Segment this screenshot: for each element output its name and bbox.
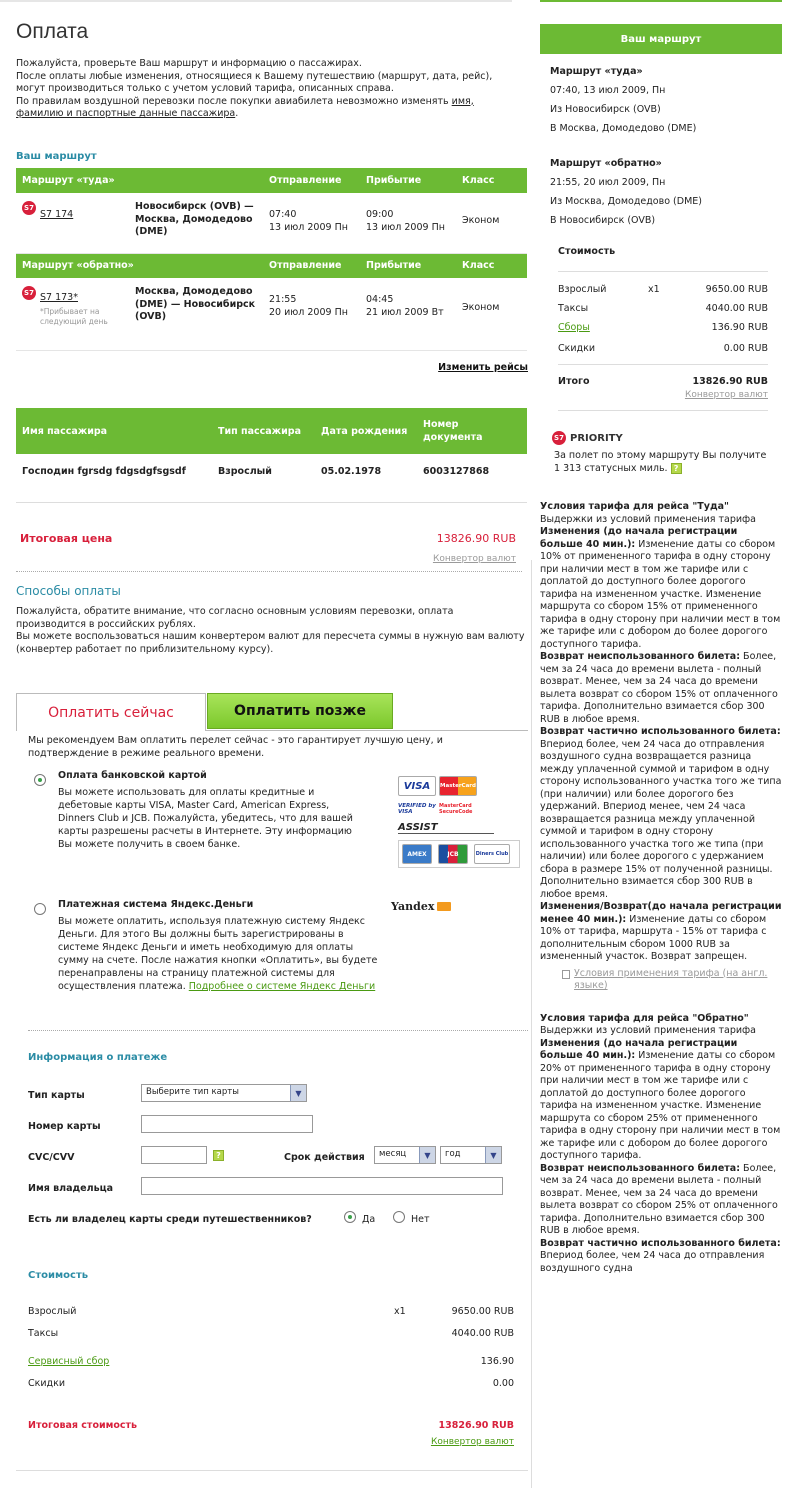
mastercard-logo-icon: MasterCard (439, 776, 477, 796)
route-out-row: S7 S7 174 Новосибирск (OVB) — Москва, Домодедово (DME) 07:40 13 июл 2009 Пн 09:00 13 июл 2009 Пн Эконом (16, 193, 527, 253)
chevron-down-icon: ▼ (290, 1085, 306, 1101)
route-back-row: S7 S7 173* *Прибывает на следующий день Москва, Домодедово (DME) — Новосибирск (OVB) 21:55 20 июл 2009 Пн 04:45 21 июл 2009 Вт Эконом (16, 278, 527, 350)
card-payment-option: Оплата банковской картой Вы можете использовать для оплаты кредитные и дебетовые карты VISA, Master Card, American Express, Dinners Club и JCB. Пожалуйста, убедитесь, что для вашей карты разрешены расчеты в Интернете. Эту информацию Вы можете получить в своем банке. (58, 770, 353, 850)
sidebar (540, 0, 782, 1275)
cost-title: Стоимость (28, 1270, 89, 1281)
route-back-header: Маршрут «обратно» Отправление Прибытие Класс (16, 253, 527, 278)
yandex-wallet-icon (437, 902, 451, 911)
change-flights-link[interactable]: Изменить рейсы (438, 362, 528, 373)
route-table (16, 168, 527, 351)
top-divider (0, 0, 512, 2)
cost-row-taxes: Таксы 4040.00 RUB (28, 1327, 514, 1339)
yandex-logo-text: Yandex (391, 900, 435, 913)
diners-club-logo-icon: Diners Club (474, 844, 510, 864)
holder-traveler-no-radio[interactable] (393, 1211, 405, 1223)
flight-class: Эконом (456, 278, 527, 350)
bottom-divider (16, 1470, 528, 1471)
holder-name-input[interactable] (141, 1177, 503, 1195)
payment-tabs (16, 693, 528, 731)
priority-help-icon[interactable]: ? (671, 463, 682, 474)
sidebar-cost-fees: Сборы 136.90 RUB (558, 322, 768, 333)
sidebar-header: Ваш маршрут (540, 24, 782, 54)
card-type-label: Тип карты (28, 1090, 85, 1101)
priority-block: S7 PRIORITY За полет по этому маршруту Вы получите 1 313 статусных миль. ? (554, 432, 767, 474)
card-number-label: Номер карты (28, 1121, 101, 1132)
sidebar-cost-total: Итого 13826.90 RUB (558, 375, 768, 387)
holder-name-label: Имя владельца (28, 1183, 114, 1194)
passengers-table (16, 408, 527, 503)
visa-logo-icon: VISA (398, 776, 436, 796)
route-out-header: Маршрут «туда» Отправление Прибытие Класс (16, 168, 527, 193)
holder-traveler-yes-radio[interactable] (344, 1211, 356, 1223)
payment-info-divider (28, 1030, 528, 1031)
card-payment-radio[interactable] (34, 774, 46, 786)
jcb-logo-icon: JCB (438, 844, 468, 864)
assist-logo-icon: ASSIST (398, 822, 438, 833)
document-icon (562, 970, 570, 979)
payment-methods-title: Способы оплаты (16, 584, 121, 598)
card-number-input[interactable] (141, 1115, 313, 1133)
chevron-down-icon: ▼ (485, 1147, 501, 1163)
s7-priority-logo-icon: S7 (552, 431, 566, 445)
sidebar-fees-link[interactable]: Сборы (558, 322, 590, 333)
cost-row-total: Итоговая стоимость 13826.90 RUB (28, 1419, 514, 1431)
priority-brand: PRIORITY (570, 432, 623, 444)
tariff-out-conditions: Условия тарифа для рейса "Туда" Выдержки из условий применения тарифа Изменения (до начала регистрации больше 40 мин.): Изменение даты со сбором 10% от примененного тарифа в одну сторону при наличии мест в том же тарифе или с доплатой до доступного более дорогого тарифа на измененном участке. Изменение маршрута со сбором 15% от примененного тарифа в одну сторону при наличии мест в том же тарифе или с добором до более дорогого доступного тарифа. Возврат неиспользованного билета: Более, чем за 24 часа до времени вылета - полный возврат. Менее, чем за 24 часа до времени вылета возврат со сбором 15% от оплаченного тарифа. Дополнительно взимается сбор 300 RUB в любое время. Возврат частично использованного билета: Впериод более, чем 24 часа до отправления воздушного судна возвращается разница между уплаченной суммой и тарифом в одну сторону использованного участка того же типа (при наличии) или более дорогого без удержаний. Впериод менее, чем 24 часа возвращается разница между уплаченной суммой и тарифом в одну сторону использованного участка того же типа (при наличии) или более дорогого с удержанием сбора в размере 15% от полученной разницы. Дополнительно взимается сбор 300 RUB в любое время. Изменения/Возврат(до начала регистрации менее 40 мин.): Изменение даты со сбором 10% от тарифа, маршрута - 15% от тарифа с дополнительным сбором 1000 RUB за измененный участок. Возврат запрещен. Условия применения тарифа (на англ. языке) (540, 501, 782, 991)
amex-logo-icon: AMEX (402, 844, 432, 864)
cost-breakdown (28, 1300, 514, 1447)
expiry-year-select[interactable]: год ▼ (440, 1146, 502, 1164)
passengers-header: Имя пассажира Тип пассажира Дата рождения Номер документа (16, 408, 527, 454)
flight-number-link[interactable]: S7 174 (40, 209, 74, 220)
payment-methods-text: Пожалуйста, обратите внимание, что согласно основным условиям перевозки, оплата производится в российских рублях. Вы можете воспользоваться нашим конвертером валют для пересчета суммы в нужную вам валюту (конвертер работает по приблизительному курсу). (16, 606, 525, 655)
name-change-rules-link[interactable]: имя, фамилию и паспортные данные пассажира (16, 95, 474, 119)
cost-row-discount: Скидки 0.00 (28, 1377, 514, 1389)
flight-route: Новосибирск (OVB) — Москва, Домодедово (DME) (129, 193, 263, 253)
service-fee-link[interactable]: Сервисный сбор (28, 1355, 110, 1367)
sidebar-divider (531, 560, 532, 1488)
intro-text: Пожалуйста, проверьте Ваш маршрут и информацию о пассажирах. После оплаты любые изменения, относящиеся к Вашему путешествию (маршрут, дата, рейс), могут производиться только с учетом условий тарифа, описанных справа. По правилам воздушной перевозки после покупки авиабилета невозможно изменять имя, фамилию и паспортные данные пассажира. (16, 58, 493, 119)
passenger-row: Господин fgrsdg fdgsdgfsgsdf Взрослый 05.02.1978 6003127868 (16, 454, 527, 502)
tab-pay-now[interactable]: Оплатить сейчас (16, 693, 206, 731)
tariff-rules-link[interactable]: Условия применения тарифа (на англ. языке) (574, 967, 768, 991)
cost-row-service: Сервисный сбор 136.90 (28, 1355, 514, 1367)
chevron-down-icon: ▼ (419, 1147, 435, 1163)
s7-logo-icon: S7 (22, 286, 36, 300)
cost-converter-link[interactable]: Конвертор валют (430, 1437, 514, 1447)
flight-class: Эконом (456, 193, 527, 253)
sidebar-cost: Стоимость Взрослый x1 9650.00 RUB Таксы 4040.00 RUB Сборы 136.90 RUB Скидки 0.00 RUB Итого 13826.90 RUB Конвертор валют (558, 246, 768, 411)
sidebar-cost-adult: Взрослый x1 9650.00 RUB (558, 284, 768, 295)
verified-by-visa-logo-icon: VERIFIED by VISA (398, 803, 436, 815)
tab-pay-later[interactable]: Оплатить позже (207, 693, 393, 729)
securecode-logo-icon: MasterCard SecureCode (439, 803, 473, 815)
yandex-payment-option: Платежная система Яндекс.Деньги Вы можете оплатить, используя платежную систему Яндекс Деньги. Для этого Вы должны быть зарегистрированы в системе Яндекс Деньги и иметь необходимую для оплаты сумму на счете. После нажатия кнопки «Оплатить», вы будете перенаправлены на страницу платежной системы для осуществления платежа. Подробнее о системе Яндекс Деньги (58, 899, 378, 992)
cost-row-adult: Взрослый x1 9650.00 RUB (28, 1305, 514, 1317)
payment-info-title: Информация о платеже (28, 1052, 168, 1063)
flight-number-link[interactable]: S7 173* (40, 292, 78, 303)
page-title: Оплата (16, 20, 89, 43)
sidebar-cost-discount: Скидки 0.00 RUB (558, 337, 768, 365)
total-price-label: Итоговая цена (20, 532, 113, 545)
sidebar-cost-taxes: Таксы 4040.00 RUB (558, 303, 768, 314)
traveler-question: Есть ли владелец карты среди путешественников? (28, 1214, 312, 1225)
sidebar-converter-link[interactable]: Конвертор валют (684, 390, 768, 400)
yandex-more-link[interactable]: Подробнее о системе Яндекс Деньги (188, 981, 376, 992)
expiry-month-select[interactable]: месяц ▼ (374, 1146, 436, 1164)
cvc-label: CVC/CVV (28, 1152, 75, 1163)
card-type-select[interactable]: Выберите тип карты ▼ (141, 1084, 307, 1102)
total-price-block (16, 532, 522, 572)
s7-logo-icon: S7 (22, 201, 36, 215)
yandex-logo (391, 900, 451, 913)
total-price-value: 13826.90 RUB (436, 532, 516, 545)
cvc-input[interactable] (141, 1146, 207, 1164)
route-section-title: Ваш маршрут (16, 151, 97, 162)
sidebar-route: Маршрут «туда» 07:40, 13 июл 2009, Пн Из Новосибирск (OVB) В Москва, Домодедово (DME) Маршрут «обратно» 21:55, 20 июл 2009, Пн Из Москва, Домодедово (DME) В Новосибирск (OVB) (550, 66, 702, 226)
yandex-payment-radio[interactable] (34, 903, 46, 915)
card-logos (398, 776, 509, 868)
expiry-label: Срок действия (284, 1152, 365, 1163)
next-day-note: *Прибывает на следующий день (40, 306, 108, 326)
tariff-back-conditions: Условия тарифа для рейса "Обратно" Выдержки из условий применения тарифа Изменения (до начала регистрации больше 40 мин.): Изменение даты со сбором 20% от примененного тарифа в одну сторону при наличии мест в том же тарифе или с доплатой до доступного более дорогого тарифа на измененном участке. Изменение маршрута со сбором 25% от примененного тарифа в одну сторону при наличии мест в том же тарифе или с добором до более дорогого доступного тарифа. Возврат неиспользованного билета: Более, чем за 24 часа до времени вылета - полный возврат. Менее, чем за 24 часа до времени вылета возврат со сбором 25% от оплаченного тарифа. Дополнительно взимается сбор 300 RUB в любое время. Возврат частично использованного билета: Впериод более, чем 24 часа до отправления воздушного судна (540, 1012, 781, 1274)
flight-route: Москва, Домодедово (DME) — Новосибирск (OVB) (129, 278, 263, 350)
recommendation-text: Мы рекомендуем Вам оплатить перелет сейчас - это гарантирует лучшую цену, и подтверждение в режиме реального времени. (28, 735, 443, 759)
cvc-help-icon[interactable]: ? (213, 1150, 224, 1161)
currency-converter-link[interactable]: Конвертор валют (432, 554, 516, 564)
